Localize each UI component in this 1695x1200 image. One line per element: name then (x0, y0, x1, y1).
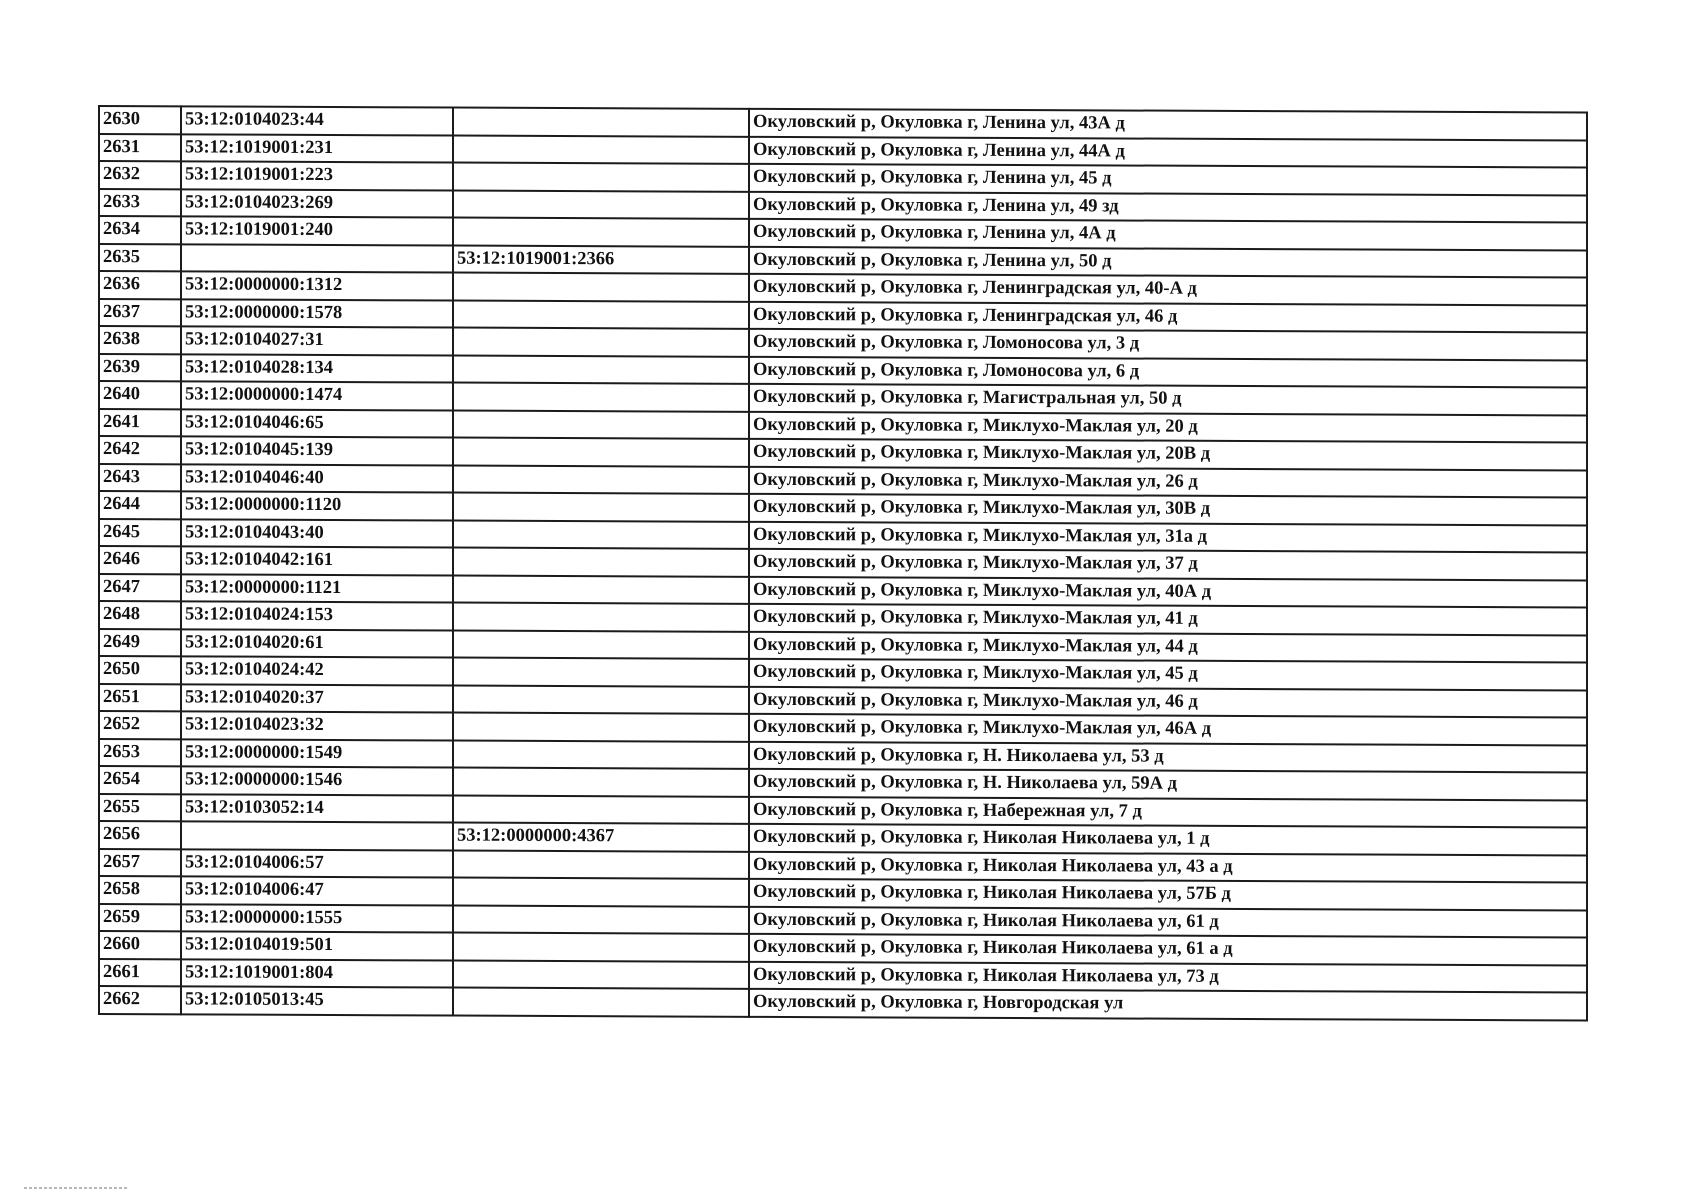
address-cell: Окуловский р, Окуловка г, Миклухо-Маклая ул, 37 д (749, 549, 1587, 580)
cadastral-number-cell: 53:12:0104023:44 (181, 106, 453, 135)
cadastral-number-cell: 53:12:0104027:31 (181, 326, 453, 355)
second-cadastral-number-cell (453, 603, 749, 632)
cadastral-number-cell: 53:12:0105013:45 (181, 986, 453, 1015)
cadastral-number-cell: 53:12:0104020:37 (181, 684, 453, 713)
cadastral-number-cell: 53:12:0104028:134 (181, 354, 453, 383)
address-cell: Окуловский р, Окуловка г, Миклухо-Маклая ул, 46А д (749, 714, 1587, 745)
address-cell: Окуловский р, Окуловка г, Миклухо-Маклая ул, 44 д (749, 631, 1587, 662)
address-cell: Окуловский р, Окуловка г, Миклухо-Маклая ул, 45 д (749, 659, 1587, 690)
row-number-cell: 2648 (99, 601, 181, 629)
second-cadastral-number-cell (453, 713, 749, 742)
row-number-cell: 2653 (99, 739, 181, 767)
second-cadastral-number-cell (453, 988, 749, 1017)
second-cadastral-number-cell: 53:12:0000000:4367 (453, 823, 749, 852)
second-cadastral-number-cell (453, 685, 749, 714)
cadastral-number-cell: 53:12:0000000:1312 (181, 271, 453, 300)
address-cell: Окуловский р, Окуловка г, Ленина ул, 44А д (749, 136, 1587, 167)
row-number-cell: 2636 (99, 271, 181, 299)
second-cadastral-number-cell (453, 190, 749, 219)
second-cadastral-number-cell (453, 410, 749, 439)
second-cadastral-number-cell (453, 520, 749, 549)
second-cadastral-number-cell (453, 960, 749, 989)
row-number-cell: 2654 (99, 766, 181, 794)
address-cell: Окуловский р, Окуловка г, Ленина ул, 4А д (749, 219, 1587, 250)
address-cell: Окуловский р, Окуловка г, Н. Николаева ул, 53 д (749, 741, 1587, 772)
cadastral-number-cell: 53:12:0000000:1546 (181, 766, 453, 795)
row-number-cell: 2651 (99, 684, 181, 712)
second-cadastral-number-cell (453, 328, 749, 357)
cadastral-number-cell: 53:12:0104024:153 (181, 601, 453, 630)
property-registry-table (98, 105, 1588, 1021)
row-number-cell: 2641 (99, 409, 181, 437)
row-number-cell: 2646 (99, 546, 181, 574)
second-cadastral-number-cell (453, 355, 749, 384)
cadastral-number-cell: 53:12:0104046:40 (181, 464, 453, 493)
row-number-cell: 2644 (99, 491, 181, 519)
second-cadastral-number-cell (453, 108, 749, 137)
second-cadastral-number-cell (453, 218, 749, 247)
cadastral-number-cell: 53:12:0104006:57 (181, 849, 453, 878)
second-cadastral-number-cell (453, 850, 749, 879)
second-cadastral-number-cell (453, 740, 749, 769)
cadastral-number-cell: 53:12:0104043:40 (181, 519, 453, 548)
cadastral-number-cell (181, 821, 453, 850)
cadastral-number-cell: 53:12:0000000:1555 (181, 904, 453, 933)
address-cell: Окуловский р, Окуловка г, Миклухо-Маклая ул, 20 д (749, 411, 1587, 442)
address-cell: Окуловский р, Окуловка г, Николая Николаева ул, 1 д (749, 824, 1587, 855)
row-number-cell: 2662 (99, 986, 181, 1014)
address-cell: Окуловский р, Окуловка г, Миклухо-Маклая ул, 41 д (749, 604, 1587, 635)
table-row (99, 986, 1587, 1020)
cadastral-number-cell: 53:12:0000000:1474 (181, 381, 453, 410)
address-cell: Окуловский р, Окуловка г, Николая Николаева ул, 57Б д (749, 879, 1587, 910)
second-cadastral-number-cell (453, 905, 749, 934)
row-number-cell: 2631 (99, 134, 181, 162)
cadastral-number-cell: 53:12:1019001:240 (181, 216, 453, 245)
row-number-cell: 2649 (99, 629, 181, 657)
address-cell: Окуловский р, Окуловка г, Ленинградская ул, 40-А д (749, 274, 1587, 305)
second-cadastral-number-cell: 53:12:1019001:2366 (453, 245, 749, 274)
second-cadastral-number-cell (453, 548, 749, 577)
second-cadastral-number-cell (453, 493, 749, 522)
address-cell: Окуловский р, Окуловка г, Ленина ул, 43А д (749, 109, 1587, 140)
cadastral-number-cell: 53:12:0104042:161 (181, 546, 453, 575)
cadastral-number-cell: 53:12:0104020:61 (181, 629, 453, 658)
second-cadastral-number-cell (453, 878, 749, 907)
second-cadastral-number-cell (453, 300, 749, 329)
row-number-cell: 2630 (99, 106, 181, 134)
address-cell: Окуловский р, Окуловка г, Ленинградская ул, 46 д (749, 301, 1587, 332)
row-number-cell: 2642 (99, 436, 181, 464)
address-cell: Окуловский р, Окуловка г, Ломоносова ул, 3 д (749, 329, 1587, 360)
row-number-cell: 2659 (99, 904, 181, 932)
address-cell: Окуловский р, Окуловка г, Набережная ул, 7 д (749, 796, 1587, 827)
address-cell: Окуловский р, Окуловка г, Миклухо-Маклая ул, 46 д (749, 686, 1587, 717)
second-cadastral-number-cell (453, 163, 749, 192)
second-cadastral-number-cell (453, 135, 749, 164)
address-cell: Окуловский р, Окуловка г, Ленина ул, 45 д (749, 164, 1587, 195)
cadastral-number-cell: 53:12:0104046:65 (181, 409, 453, 438)
address-cell: Окуловский р, Окуловка г, Ленина ул, 50 д (749, 246, 1587, 277)
row-number-cell: 2633 (99, 189, 181, 217)
table-body (99, 106, 1587, 1020)
cadastral-number-cell: 53:12:0104006:47 (181, 876, 453, 905)
second-cadastral-number-cell (453, 630, 749, 659)
row-number-cell: 2635 (99, 244, 181, 272)
address-cell: Окуловский р, Окуловка г, Миклухо-Маклая ул, 40А д (749, 576, 1587, 607)
row-number-cell: 2637 (99, 299, 181, 327)
cadastral-number-cell: 53:12:0104019:501 (181, 931, 453, 960)
cadastral-number-cell: 53:12:0000000:1120 (181, 491, 453, 520)
row-number-cell: 2656 (99, 821, 181, 849)
cadastral-number-cell: 53:12:0000000:1578 (181, 299, 453, 328)
row-number-cell: 2645 (99, 519, 181, 547)
row-number-cell: 2638 (99, 326, 181, 354)
row-number-cell: 2652 (99, 711, 181, 739)
address-cell: Окуловский р, Окуловка г, Николая Николаева ул, 61 а д (749, 934, 1587, 965)
address-cell: Окуловский р, Окуловка г, Н. Николаева ул, 59А д (749, 769, 1587, 800)
row-number-cell: 2660 (99, 931, 181, 959)
cadastral-number-cell: 53:12:0104023:32 (181, 711, 453, 740)
cadastral-number-cell: 53:12:1019001:231 (181, 134, 453, 163)
second-cadastral-number-cell (453, 575, 749, 604)
cadastral-number-cell (181, 244, 453, 273)
address-cell: Окуловский р, Окуловка г, Ломоносова ул, 6 д (749, 356, 1587, 387)
row-number-cell: 2643 (99, 464, 181, 492)
cadastral-number-cell: 53:12:0000000:1549 (181, 739, 453, 768)
second-cadastral-number-cell (453, 658, 749, 687)
cadastral-number-cell: 53:12:0104024:42 (181, 656, 453, 685)
row-number-cell: 2634 (99, 216, 181, 244)
second-cadastral-number-cell (453, 795, 749, 824)
second-cadastral-number-cell (453, 933, 749, 962)
cadastral-number-cell: 53:12:1019001:804 (181, 959, 453, 988)
address-cell: Окуловский р, Окуловка г, Миклухо-Маклая ул, 26 д (749, 466, 1587, 497)
address-cell: Окуловский р, Окуловка г, Миклухо-Маклая ул, 30В д (749, 494, 1587, 525)
second-cadastral-number-cell (453, 383, 749, 412)
cadastral-number-cell: 53:12:0103052:14 (181, 794, 453, 823)
row-number-cell: 2639 (99, 354, 181, 382)
cadastral-number-cell: 53:12:0000000:1121 (181, 574, 453, 603)
second-cadastral-number-cell (453, 273, 749, 302)
second-cadastral-number-cell (453, 768, 749, 797)
row-number-cell: 2655 (99, 794, 181, 822)
row-number-cell: 2647 (99, 574, 181, 602)
address-cell: Окуловский р, Окуловка г, Новгородская ул (749, 989, 1587, 1020)
second-cadastral-number-cell (453, 438, 749, 467)
cadastral-number-cell: 53:12:1019001:223 (181, 161, 453, 190)
address-cell: Окуловский р, Окуловка г, Миклухо-Маклая ул, 31а д (749, 521, 1587, 552)
row-number-cell: 2632 (99, 161, 181, 189)
row-number-cell: 2658 (99, 876, 181, 904)
row-number-cell: 2650 (99, 656, 181, 684)
address-cell: Окуловский р, Окуловка г, Ленина ул, 49 зд (749, 191, 1587, 222)
cadastral-number-cell: 53:12:0104045:139 (181, 436, 453, 465)
row-number-cell: 2661 (99, 959, 181, 987)
address-cell: Окуловский р, Окуловка г, Николая Николаева ул, 61 д (749, 906, 1587, 937)
scan-artifact-line (24, 1187, 128, 1189)
address-cell: Окуловский р, Окуловка г, Магистральная ул, 50 д (749, 384, 1587, 415)
address-cell: Окуловский р, Окуловка г, Николая Николаева ул, 73 д (749, 961, 1587, 992)
second-cadastral-number-cell (453, 465, 749, 494)
address-cell: Окуловский р, Окуловка г, Миклухо-Маклая ул, 20В д (749, 439, 1587, 470)
row-number-cell: 2657 (99, 849, 181, 877)
row-number-cell: 2640 (99, 381, 181, 409)
address-cell: Окуловский р, Окуловка г, Николая Николаева ул, 43 а д (749, 851, 1587, 882)
cadastral-number-cell: 53:12:0104023:269 (181, 189, 453, 218)
